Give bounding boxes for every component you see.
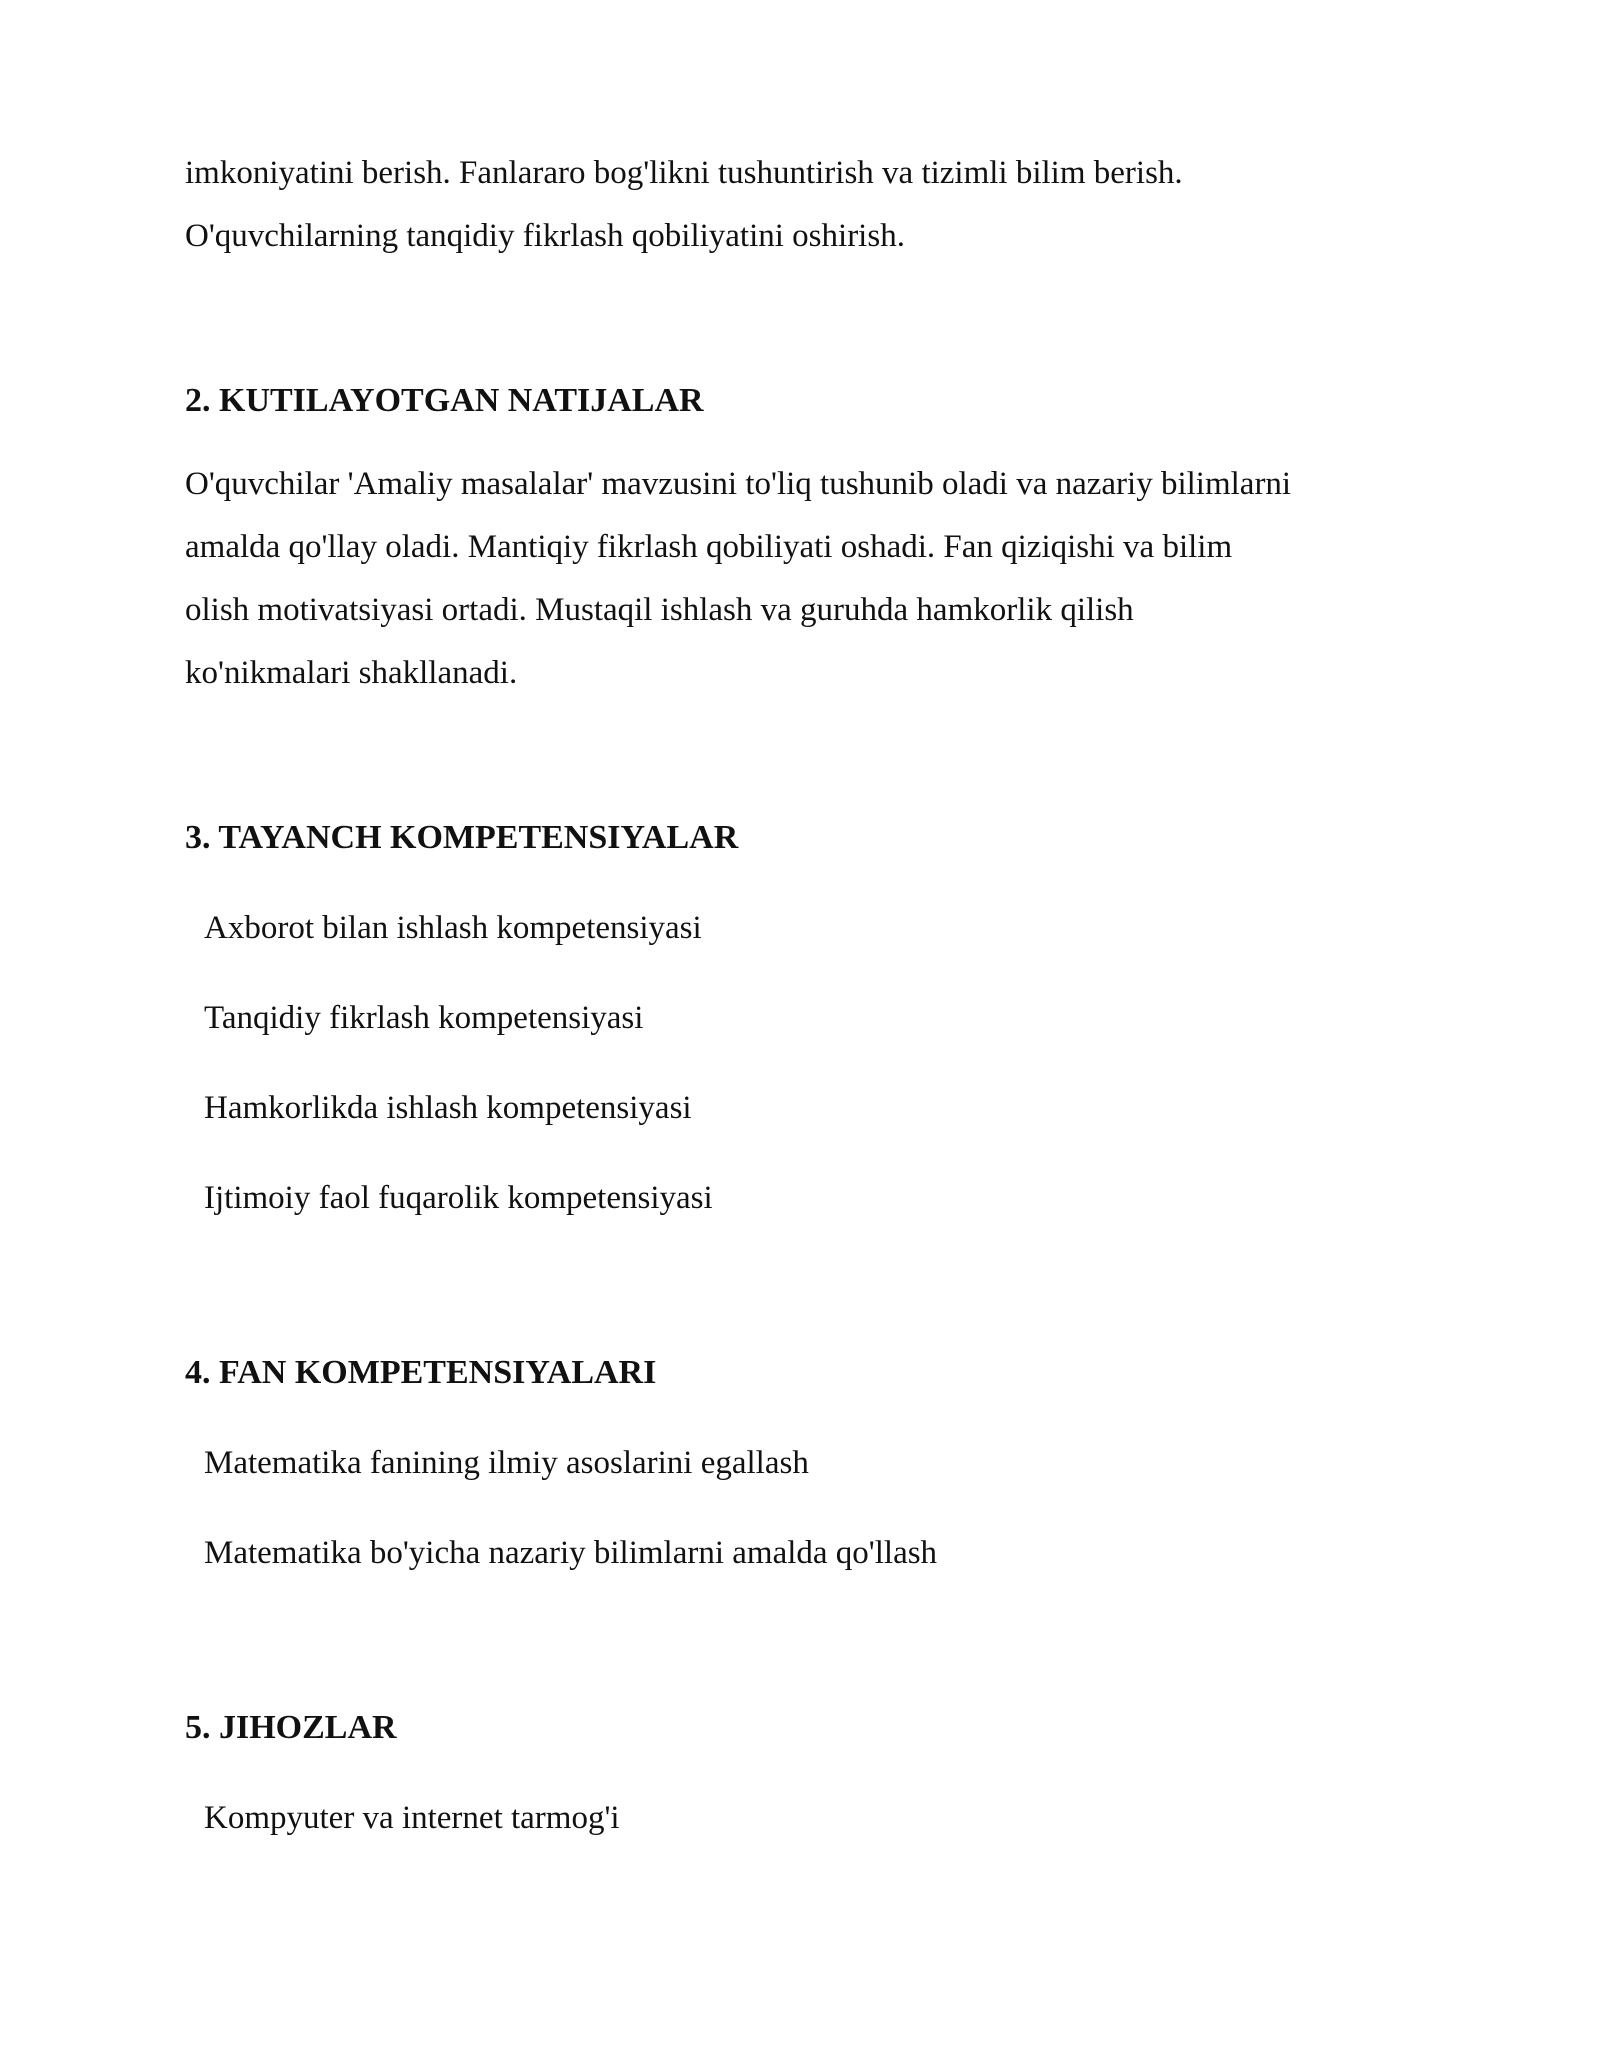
intro-paragraph [185,142,1425,268]
section-heading-tayanch: 3. TAYANCH KOMPETENSIYALAR [185,819,739,856]
spacer [185,1393,1425,1443]
spacer [185,705,1425,818]
spacer [185,1218,1425,1353]
list-item: Matematika bo'yicha nazariy bilimlarni amalda qo'llash [204,1535,938,1571]
section-heading-jihozlar: 5. JIHOZLAR [185,1709,397,1746]
text-line: olish motivatsiyasi ortadi. Mustaqil ishlash va guruhda hamkorlik qilish [185,592,1134,628]
text-line: amalda qo'llay oladi. Mantiqiy fikrlash qobiliyati oshadi. Fan qiziqishi va bilim [185,529,1233,565]
tayanch-list [185,908,1425,1218]
section-heading-fan: 4. FAN KOMPETENSIYALARI [185,1354,657,1391]
text-line: ko'nikmalari shakllanadi. [185,655,518,691]
section-heading-natijalar: 2. KUTILAYOTGAN NATIJALAR [185,382,704,419]
text-line: O'quvchilar 'Amaliy masalalar' mavzusini to'liq tushunib oladi va nazariy bilimlarni [185,466,1292,502]
list-item: Hamkorlikda ishlash kompetensiyasi [204,1090,692,1126]
spacer [185,858,1425,908]
document-content [185,142,1425,1838]
text-line: imkoniyatini berish. Fanlararo bog'likni tushuntirish va tizimli bilim berish. [185,155,1183,191]
spacer [185,1573,1425,1708]
fan-list [185,1443,1425,1573]
list-item: Kompyuter va internet tarmog'i [204,1800,620,1836]
spacer [185,421,1425,453]
jihozlar-list [185,1798,1425,1838]
natijalar-paragraph [185,453,1425,705]
list-item: Tanqidiy fikrlash kompetensiyasi [204,1000,644,1036]
text-line: O'quvchilarning tanqidiy fikrlash qobiliyatini oshirish. [185,218,905,254]
list-item: Ijtimoiy faol fuqarolik kompetensiyasi [204,1180,713,1216]
list-item: Axborot bilan ishlash kompetensiyasi [204,910,702,946]
list-item: Matematika fanining ilmiy asoslarini egallash [204,1445,809,1481]
spacer [185,1748,1425,1798]
spacer [185,268,1425,381]
